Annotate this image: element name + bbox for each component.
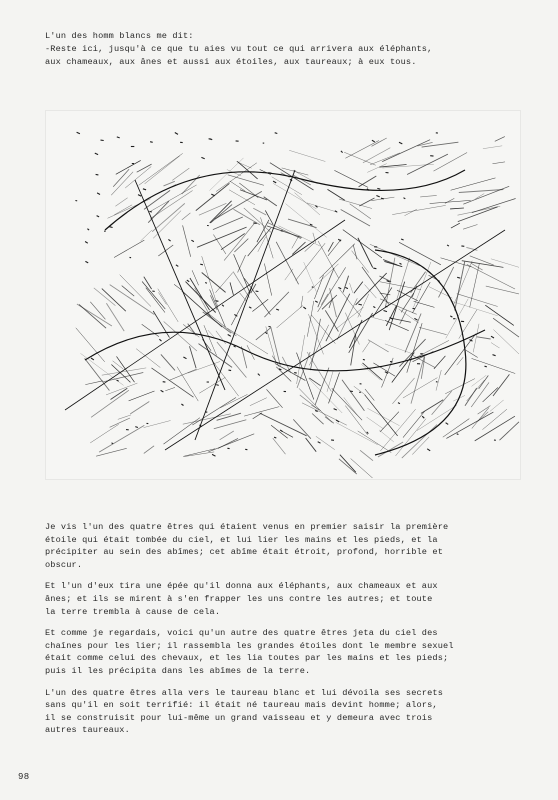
hatched-ink-drawing — [45, 110, 521, 480]
paragraph — [45, 627, 525, 677]
drawing-canvas — [45, 110, 521, 480]
text-line: sans qu'il en soit terrifié: il était né taureau mais devint homme; alors, — [45, 700, 438, 711]
paragraph — [45, 580, 525, 618]
paragraph — [45, 521, 525, 571]
text-line: L'un des quatre êtres alla vers le taureau blanc et lui dévoila ses secrets — [45, 687, 444, 698]
text-line: étoile qui était tombée du ciel, et lui lier les mains et les pieds, et la — [45, 534, 438, 545]
ink-dash — [96, 174, 99, 175]
ink-dash — [109, 227, 112, 228]
text-line: puis il les précipita dans les abîmes de la terre. — [45, 665, 311, 676]
ink-dash — [485, 366, 487, 367]
text-line: autres taureaux. — [45, 725, 130, 736]
text-line: ânes; et ils se mirent à s'en frapper les uns contre les autres; et toute — [45, 593, 433, 604]
ink-dash — [200, 264, 203, 265]
ink-dash — [312, 287, 314, 288]
page-number: 98 — [18, 772, 30, 782]
body-text — [45, 521, 525, 746]
intro-line: L'un des homm blancs me dit: — [45, 31, 194, 41]
ink-dash — [216, 385, 218, 386]
ink-dash — [294, 373, 297, 374]
text-line: était comme celui des chevaux, et les lia toutes par les mains et les pieds; — [45, 653, 449, 664]
ink-dash — [253, 223, 256, 224]
intro-text — [45, 30, 525, 69]
ink-dash — [373, 268, 376, 269]
text-line: Je vis l'un des quatre êtres qui étaient venus en premier saisir la première — [45, 522, 449, 532]
intro-line: aux chameaux, aux ânes et aussi aux étoiles, aux taureaux; à eux tous. — [45, 57, 417, 67]
intro-line: -Reste ici, jusqu'à ce que tu aies vu tout ce qui arrivera aux éléphants, — [45, 44, 433, 54]
ink-dash — [149, 211, 152, 212]
ink-dash — [205, 283, 207, 284]
ink-dash — [215, 301, 218, 302]
ink-dash — [381, 198, 384, 199]
ink-dash — [457, 277, 460, 278]
text-line: Et comme je regardais, voici qu'un autre des quatre êtres jeta du ciel des — [45, 628, 438, 639]
ink-dash — [377, 188, 380, 189]
paragraph — [45, 687, 525, 737]
text-line: il se construisit pour lui-même un grand vaisseau et y demeura avec trois — [45, 712, 433, 723]
text-line: précipiter au sein des abîmes; cet abîme était étroit, profond, horrible et — [45, 547, 444, 558]
text-line: obscur. — [45, 559, 83, 570]
text-line: la terre trembla à cause de cela. — [45, 606, 221, 617]
ink-dash — [269, 326, 271, 327]
ink-dash — [150, 142, 153, 143]
ink-dash — [363, 359, 365, 360]
ink-dash — [229, 370, 232, 371]
text-line: Et l'un d'eux tira une épée qu'il donna aux éléphants, aux chameaux et aux — [45, 581, 438, 592]
ink-dash — [457, 434, 459, 435]
ink-dash — [275, 133, 278, 134]
ink-dash — [310, 224, 313, 225]
text-line: chaînes pour les lier; il rassembla les grandes étoiles dont le membre sexuel — [45, 640, 454, 651]
ink-dash — [274, 437, 276, 438]
ink-dash — [112, 443, 114, 444]
